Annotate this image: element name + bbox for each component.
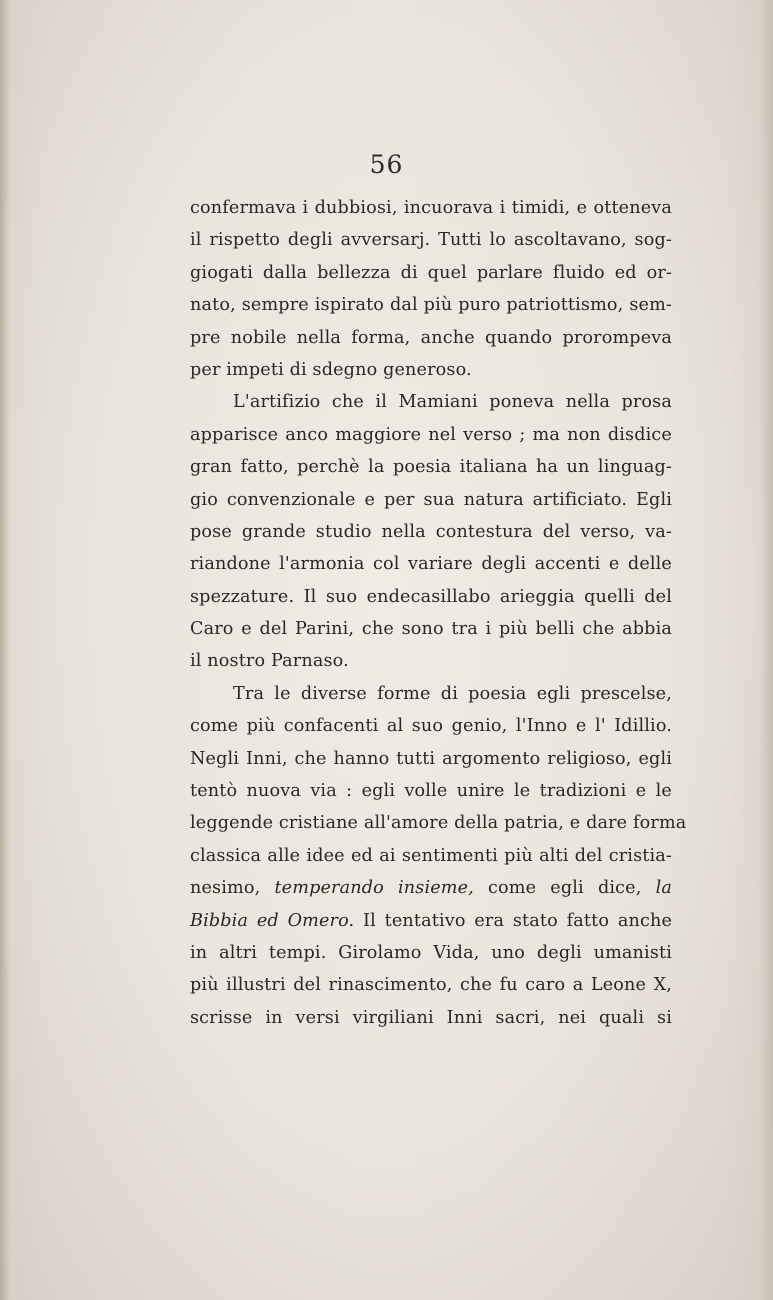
text-line: pose grande studio nella contestura del verso, va- [190, 521, 672, 542]
text-line: apparisce anco maggiore nel verso ; ma non disdice [190, 424, 672, 445]
text-run: Il tentativo era stato fatto anche [354, 910, 673, 931]
text-line: Negli Inni, che hanno tutti argomento religioso, egli [190, 748, 672, 769]
text-line: in altri tempi. Girolamo Vida, uno degli umanisti [190, 942, 672, 963]
italic-run: temperando insieme, [274, 878, 474, 899]
italic-run: la [655, 878, 673, 899]
text-line: L'artifizio che il Mamiani poneva nella prosa [233, 392, 672, 413]
text-line: giogati dalla bellezza di quel parlare fluido ed or- [190, 262, 672, 283]
text-line: gio convenzionale e per sua natura artificiato. Egli [190, 489, 672, 510]
text-line: per impeti di sdegno generoso. [190, 359, 472, 380]
text-line: gran fatto, perchè la poesia italiana ha un linguag- [190, 457, 672, 478]
text-run: come egli dice, [473, 878, 656, 899]
text-run: nesimo, [190, 878, 275, 899]
text-line-mixed [190, 905, 672, 937]
text-line: tentò nuova via : egli volle unire le tradizioni e le [190, 781, 672, 802]
text-line: classica alle idee ed ai sentimenti più alti del cristia- [190, 845, 672, 866]
text-line: confermava i dubbiosi, incuorava i timidi, e otteneva [190, 198, 672, 218]
page-left-edge [0, 0, 10, 1300]
text-line: Tra le diverse forme di poesia egli prescelse, [233, 683, 672, 704]
page-number: 56 [369, 150, 404, 179]
text-line: nato, sempre ispirato dal più puro patriottismo, sem- [190, 295, 672, 316]
text-line: il rispetto degli avversarj. Tutti lo ascoltavano, sog- [190, 230, 672, 251]
text-line: come più confacenti al suo genio, l'Inno e l' Idillio. [190, 716, 672, 737]
text-line: pre nobile nella forma, anche quando prorompeva [190, 327, 672, 348]
text-line: riandone l'armonia col variare degli accenti e delle [190, 554, 672, 575]
text-line-mixed [190, 872, 672, 904]
body-text [190, 192, 687, 1034]
text-line: scrisse in versi virgiliani Inni sacri, nei quali si [190, 1007, 672, 1028]
text-line: leggende cristiane all'amore della patria, e dare forma [190, 813, 687, 834]
text-line: più illustri del rinascimento, che fu caro a Leone X, [190, 975, 672, 996]
text-line: Caro e del Parini, che sono tra i più belli che abbia [190, 619, 672, 640]
italic-run: Bibbia ed Omero. [190, 910, 355, 931]
page-right-edge [759, 0, 773, 1300]
text-line: spezzature. Il suo endecasillabo arieggia quelli del [190, 586, 672, 607]
text-line: il nostro Parnaso. [190, 651, 349, 672]
